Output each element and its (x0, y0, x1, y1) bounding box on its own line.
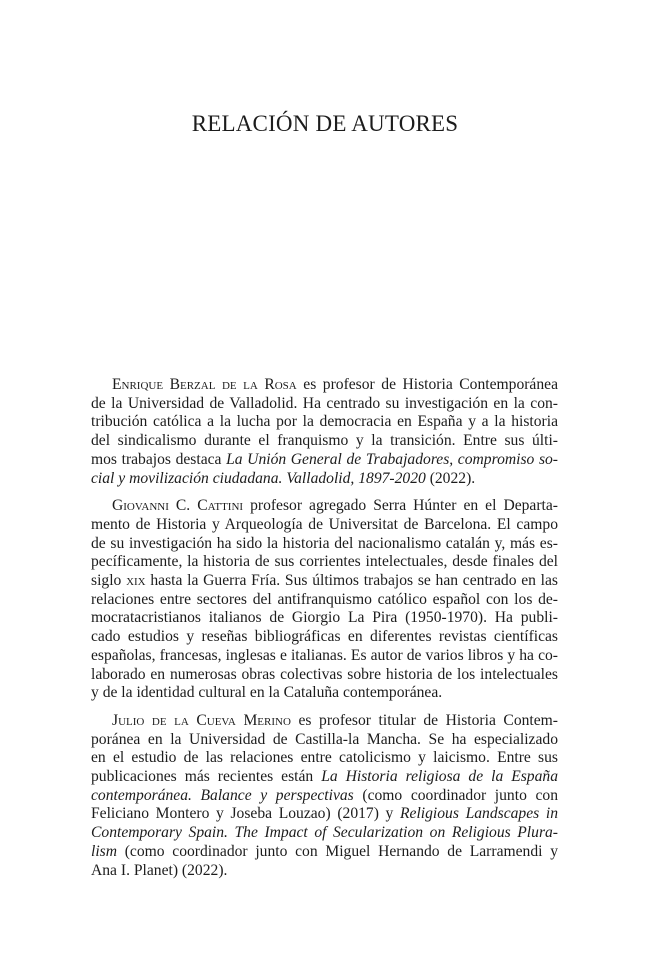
entry-line: mento de Historia y Arqueología de Universitat de Barcelona. El campo (91, 515, 558, 533)
book-title: contemporánea. Balance y perspectivas (91, 786, 354, 804)
entry-line: publicaciones más recientes están La Historia religiosa de la España (91, 768, 558, 786)
entry-line: Feliciano Montero y Joseba Louzao) (2017) y Religious Landscapes in (91, 805, 558, 823)
book-title: cial y movilización ciudadana. Valladolid, 1897-2020 (91, 469, 426, 487)
entry-line: y de la identidad cultural en la Cataluña contemporánea. (91, 684, 443, 702)
entry-line: cado estudios y reseñas bibliográficas en diferentes revistas científicas (91, 628, 558, 646)
entry-line: Enrique Berzal de la Rosa es profesor de Historia Contemporánea (112, 376, 558, 393)
entry-line: tribución católica a la lucha por la democracia en España y a la historia (91, 413, 558, 431)
entry-line: de su investigación ha sido la historia del nacionalismo catalán y, más es- (91, 534, 558, 552)
entry-line: Ana I. Planet) (2022). (91, 861, 228, 879)
page-title: RELACIÓN DE AUTORES (191, 111, 459, 136)
entry-line: mos trabajos destaca La Unión General de Trabajadores, compromiso so- (91, 450, 558, 468)
century-numeral: xix (126, 572, 146, 590)
entry-line: pecíficamente, la historia de sus corrientes intelectuales, desde finales del (91, 553, 558, 571)
entry-line: del sindicalismo durante el franquismo y la transición. Entre sus últi- (91, 432, 558, 450)
author-name: Julio de la Cueva Merino (112, 711, 291, 729)
book-title: Contemporary Spain. The Impact of Secularization on Religious Plura- (91, 824, 558, 842)
entry-line (91, 824, 558, 843)
author-entry-cueva (91, 712, 558, 880)
entry-line: en el estudio de las relaciones entre catolicismo y laicismo. Entre sus (91, 749, 558, 767)
author-entry-berzal (91, 376, 558, 488)
entry-line: siglo xix hasta la Guerra Fría. Sus últimos trabajos se han centrado en las (91, 572, 559, 590)
entry-line: mocratacristianos italianos de Giorgio La Pira (1950-1970). Ha publi- (91, 609, 558, 627)
book-title: La Historia religiosa de la España (321, 768, 558, 786)
entry-line: Giovanni C. Cattini profesor agregado Serra Húnter en el Departa- (112, 497, 558, 515)
author-entries (91, 376, 558, 889)
entry-line: de la Universidad de Valladolid. Ha centrado su investigación en la con- (91, 394, 558, 412)
author-entry-cattini (91, 497, 558, 703)
entry-line: laborado en numerosas obras colectivas sobre historia de los intelectuales (91, 665, 558, 683)
author-name: Enrique Berzal de la Rosa (112, 376, 297, 393)
entry-line: lism (como coordinador junto con Miguel Hernando de Larramendi y (91, 842, 558, 860)
entry-line: Julio de la Cueva Merino es profesor titular de Historia Contem- (112, 711, 559, 729)
book-title: La Unión General de Trabajadores, compromiso so- (226, 450, 558, 468)
entry-line: relaciones entre sectores del antifranquismo católico español con los de- (91, 590, 558, 608)
book-title: Religious Landscapes in (400, 805, 558, 823)
entry-line: poránea en la Universidad de Castilla-la Mancha. Se ha especializado (91, 730, 558, 748)
entry-line: cial y movilización ciudadana. Valladolid, 1897-2020 (2022). (91, 469, 476, 487)
entry-line: españolas, francesas, inglesas e italianas. Es autor de varios libros y ha co- (91, 646, 558, 664)
book-title: lism (91, 842, 117, 860)
entry-line: contemporánea. Balance y perspectivas (como coordinador junto con (91, 786, 559, 804)
author-name: Giovanni C. Cattini (112, 497, 244, 515)
